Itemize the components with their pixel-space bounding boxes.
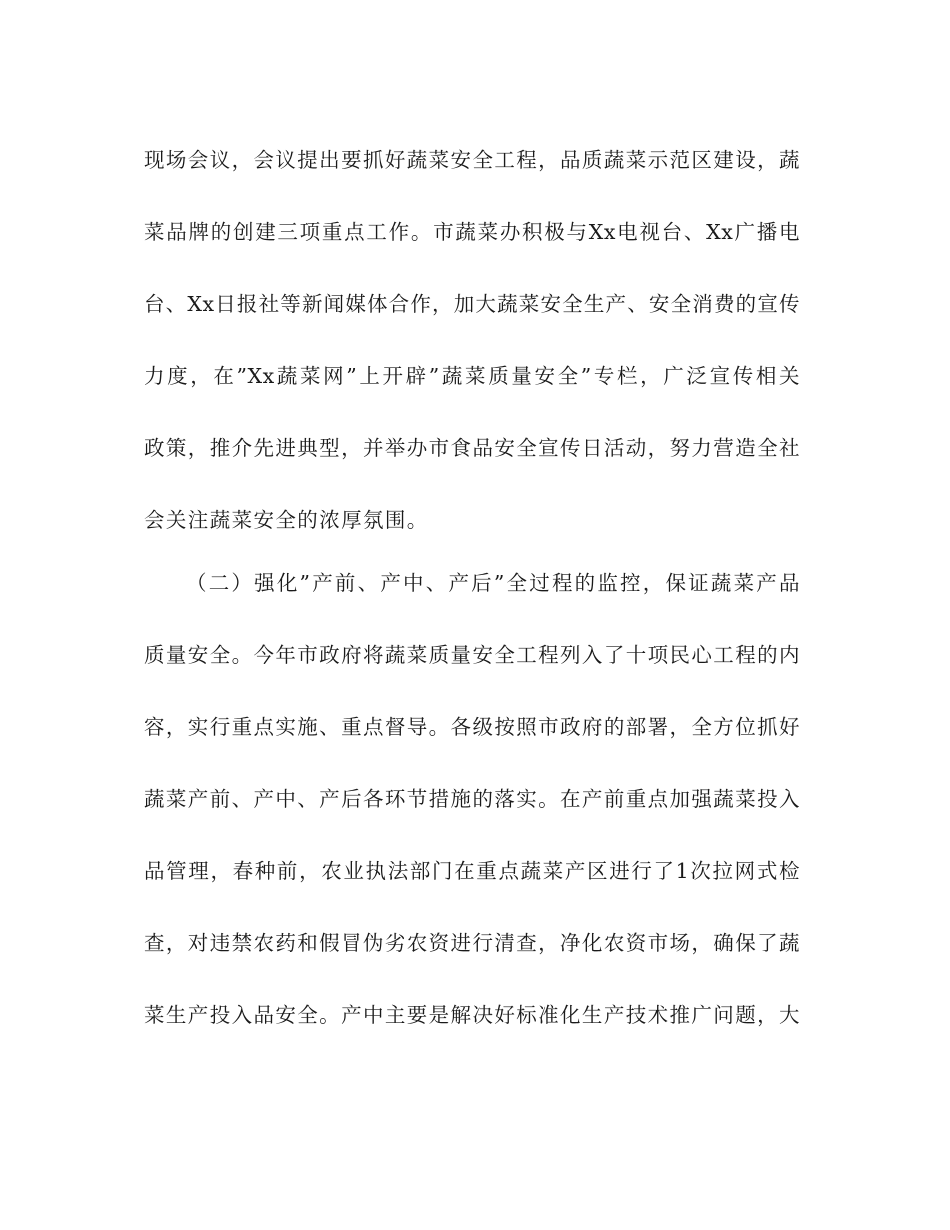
text-line: 容，实行重点实施、重点督导。各级按照市政府的部署，全方位抓好 (144, 715, 800, 739)
text-line: 台、Xx日报社等新闻媒体合作，加大蔬菜安全生产、安全消费的宣传 (144, 292, 800, 316)
text-line: 质量安全。今年市政府将蔬菜质量安全工程列入了十项民心工程的内 (144, 643, 800, 667)
text-line: 力度，在”Xx蔬菜网”上开辟”蔬菜质量安全”专栏，广泛宣传相关 (144, 364, 800, 388)
text-line: 菜生产投入品安全。产中主要是解决好标准化生产技术推广问题，大 (144, 1003, 800, 1027)
section-heading-line: （二）强化”产前、产中、产后”全过程的监控，保证蔬菜产品 (186, 571, 800, 595)
text-line: 品管理，春种前，农业执法部门在重点蔬菜产区进行了1次拉网式检 (144, 859, 800, 883)
text-line: 菜品牌的创建三项重点工作。市蔬菜办积极与Xx电视台、Xx广播电 (144, 220, 800, 244)
text-line: 查，对违禁农药和假冒伪劣农资进行清查，净化农资市场，确保了蔬 (144, 931, 800, 955)
text-line: 现场会议，会议提出要抓好蔬菜安全工程，品质蔬菜示范区建设，蔬 (144, 148, 800, 172)
text-line: 会关注蔬菜安全的浓厚氛围。 (144, 508, 429, 532)
text-line: 蔬菜产前、产中、产后各环节措施的落实。在产前重点加强蔬菜投入 (144, 787, 800, 811)
text-line: 政策，推介先进典型，并举办市食品安全宣传日活动，努力营造全社 (144, 436, 800, 460)
